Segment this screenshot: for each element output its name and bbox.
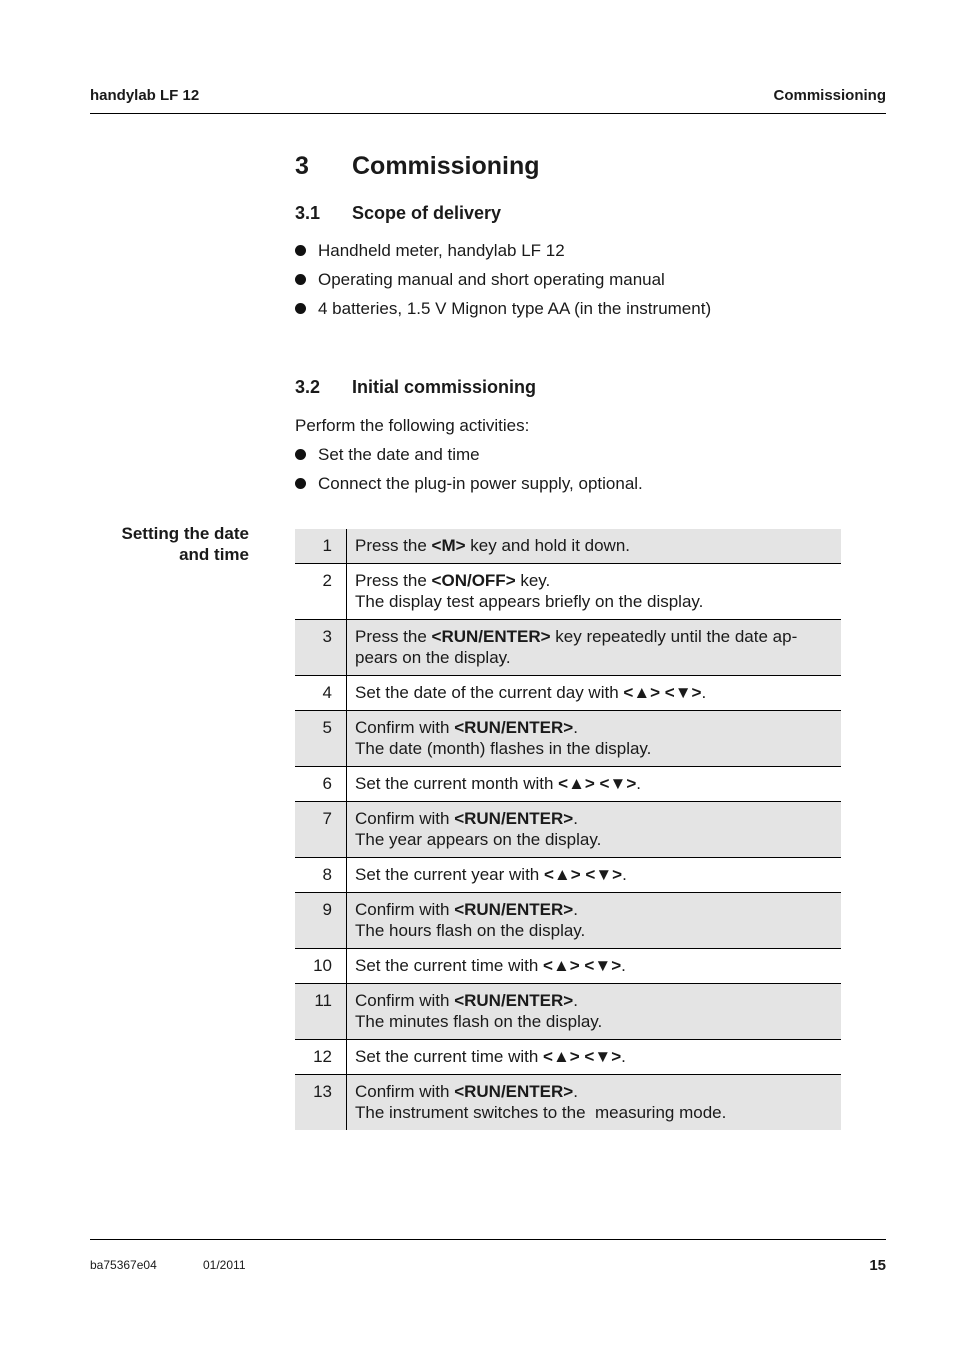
step-number: 3 — [295, 620, 347, 676]
chapter-title: Commissioning — [352, 152, 540, 180]
step-line: Confirm with <RUN/ENTER>. — [355, 900, 578, 919]
step-number: 7 — [295, 802, 347, 858]
table-row — [295, 529, 841, 564]
list-item: Handheld meter, handylab LF 12 — [295, 241, 711, 270]
table-row — [295, 858, 841, 893]
bullet-icon — [295, 274, 306, 285]
arrow-keys-icon: <▲> <▼> — [543, 865, 623, 884]
step-line: The minutes flash on the display. — [355, 1012, 603, 1031]
step-line: Press the <ON/OFF> key. — [355, 571, 551, 590]
table-row — [295, 564, 841, 620]
list-item: 4 batteries, 1.5 V Mignon type AA (in the instrument) — [295, 299, 711, 328]
list-item: Connect the plug-in power supply, optional. — [295, 474, 643, 503]
table-row — [295, 984, 841, 1040]
step-text — [347, 858, 842, 893]
step-text — [347, 949, 842, 984]
document-date: 01/2011 — [203, 1258, 246, 1272]
step-line: Confirm with <RUN/ENTER>. — [355, 991, 578, 1010]
list-item: Set the date and time — [295, 445, 643, 474]
table-row — [295, 949, 841, 984]
step-number: 4 — [295, 676, 347, 711]
margin-label: Setting the date and time — [121, 524, 249, 564]
key-name: <ON/OFF> — [431, 571, 516, 590]
key-name: <RUN/ENTER> — [454, 718, 574, 737]
section-title: Scope of delivery — [352, 203, 502, 223]
key-name: <RUN/ENTER> — [454, 991, 574, 1010]
steps-table — [295, 529, 841, 1130]
step-text — [347, 564, 842, 620]
step-line: The hours flash on the display. — [355, 921, 586, 940]
bullet-icon — [295, 478, 306, 489]
running-header-title: handylab LF 12 — [90, 87, 200, 104]
table-row — [295, 1040, 841, 1075]
step-text — [347, 676, 842, 711]
section-heading-initial — [295, 377, 536, 398]
table-row — [295, 893, 841, 949]
bullet-icon — [295, 449, 306, 460]
step-line: Set the current time with <▲> <▼>. — [355, 1047, 626, 1066]
step-line: The year appears on the display. — [355, 830, 602, 849]
step-line: The date (month) flashes in the display. — [355, 739, 652, 758]
running-header-chapter: Commissioning — [773, 87, 886, 104]
footer-divider — [90, 1239, 886, 1240]
arrow-keys-icon: <▲> <▼> — [623, 683, 702, 702]
section-title: Initial commissioning — [352, 377, 537, 397]
arrow-keys-icon: <▲> <▼> — [558, 774, 637, 793]
step-text — [347, 1040, 842, 1075]
step-line: Press the <M> key and hold it down. — [355, 536, 631, 555]
step-line: Set the current time with <▲> <▼>. — [355, 956, 626, 975]
step-text — [347, 984, 842, 1040]
key-name: <RUN/ENTER> — [454, 900, 574, 919]
step-line: The instrument switches to the measuring mode. — [355, 1103, 727, 1122]
table-row — [295, 1075, 841, 1131]
step-number: 11 — [295, 984, 347, 1040]
intro-paragraph: Perform the following activities: — [295, 416, 530, 435]
chapter-number: 3 — [295, 152, 309, 180]
step-line: Set the current month with <▲> <▼>. — [355, 774, 641, 793]
step-number: 5 — [295, 711, 347, 767]
step-number: 6 — [295, 767, 347, 802]
step-text — [347, 529, 842, 564]
arrow-keys-icon: <▲> <▼> — [543, 1047, 622, 1066]
step-text — [347, 767, 842, 802]
step-line: Set the date of the current day with <▲> <▼>. — [355, 683, 707, 702]
step-text — [347, 1075, 842, 1131]
step-line: Set the current year with <▲> <▼>. — [355, 865, 627, 884]
arrow-keys-icon: <▲> <▼> — [543, 956, 622, 975]
step-line: Confirm with <RUN/ENTER>. — [355, 809, 578, 828]
step-line: Confirm with <RUN/ENTER>. — [355, 718, 578, 737]
step-line: Press the <RUN/ENTER> key repeatedly until the date ap- — [355, 627, 798, 646]
step-line: Confirm with <RUN/ENTER>. — [355, 1082, 578, 1101]
key-name: <RUN/ENTER> — [454, 809, 574, 828]
step-line: pears on the display. — [355, 648, 511, 667]
key-name: <M> — [431, 536, 466, 555]
list-item: Operating manual and short operating manual — [295, 270, 711, 299]
section-number: 3.1 — [295, 203, 321, 223]
step-text — [347, 620, 842, 676]
step-number: 10 — [295, 949, 347, 984]
header-divider — [90, 113, 886, 114]
section-heading-scope — [295, 203, 501, 224]
document-id: ba75367e04 — [90, 1258, 157, 1272]
step-number: 1 — [295, 529, 347, 564]
table-row — [295, 620, 841, 676]
bullet-icon — [295, 245, 306, 256]
step-text — [347, 893, 842, 949]
delivery-list — [295, 241, 711, 328]
step-line: The display test appears briefly on the display. — [355, 592, 704, 611]
table-row — [295, 711, 841, 767]
step-number: 9 — [295, 893, 347, 949]
step-text — [347, 711, 842, 767]
activities-list — [295, 445, 643, 503]
key-name: <RUN/ENTER> — [454, 1082, 574, 1101]
table-row — [295, 802, 841, 858]
section-number: 3.2 — [295, 377, 321, 397]
page-number: 15 — [869, 1257, 886, 1274]
step-number: 2 — [295, 564, 347, 620]
step-number: 13 — [295, 1075, 347, 1131]
step-number: 12 — [295, 1040, 347, 1075]
step-text — [347, 802, 842, 858]
step-number: 8 — [295, 858, 347, 893]
bullet-icon — [295, 303, 306, 314]
table-row — [295, 676, 841, 711]
key-name: <RUN/ENTER> — [431, 627, 551, 646]
table-row — [295, 767, 841, 802]
chapter-heading — [295, 152, 540, 181]
